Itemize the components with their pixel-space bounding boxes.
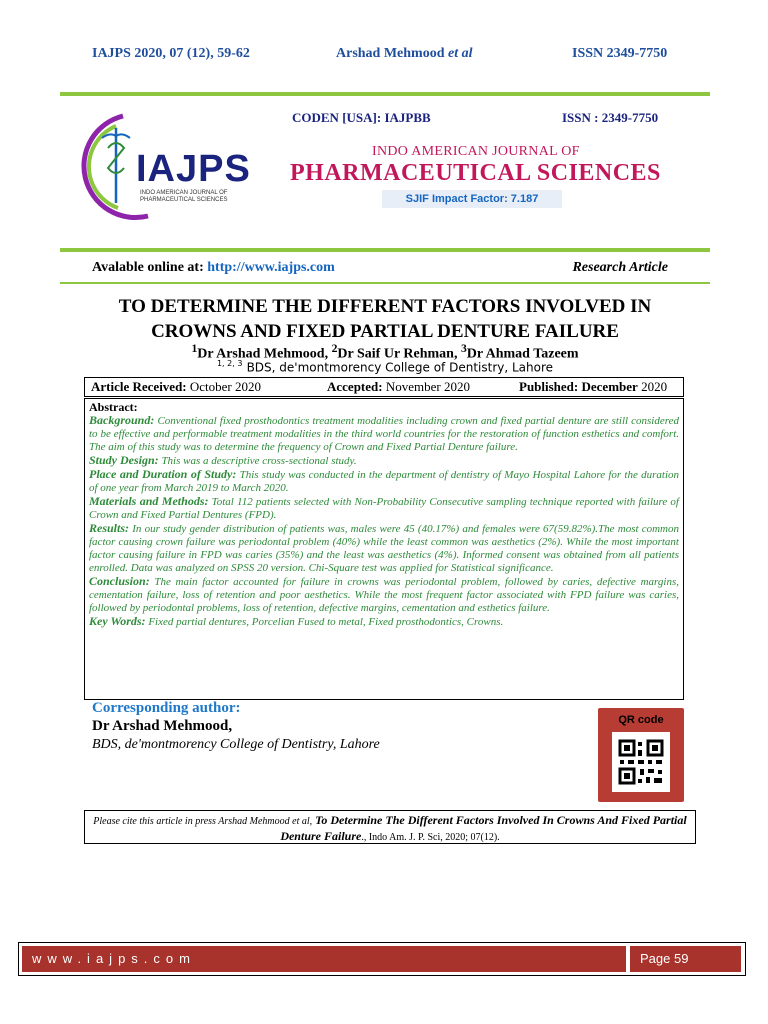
availability-label: Avalable online at: [92, 260, 204, 275]
running-author-suffix: et al [448, 46, 473, 61]
received-label: Article Received: [91, 379, 187, 394]
author-1-sup: 1 [191, 342, 198, 355]
journal-name-line1: INDO AMERICAN JOURNAL OF [372, 144, 580, 159]
logo-wordmark: IAJPS [136, 148, 251, 190]
citation-box [84, 810, 696, 844]
abstract-place-duration [89, 468, 679, 495]
journal-name-line2: PHARMACEUTICAL SCIENCES [290, 160, 661, 186]
abstract-text: Fixed partial dentures, Porcelian Fused to metal, Fixed prosthodontics, Crowns. [148, 616, 504, 628]
abstract-label: Results: [89, 521, 130, 535]
qr-code-icon[interactable] [612, 732, 670, 792]
running-author-name: Arshad Mehmood [336, 46, 445, 61]
abstract-results [89, 522, 679, 575]
title-rule [60, 282, 710, 284]
abstract-study-design [89, 454, 679, 468]
article-dates [84, 377, 684, 397]
page-footer [18, 942, 746, 976]
affiliation-text: BDS, de'montmorency College of Dentistry, Lahore [246, 360, 554, 375]
header-rule [60, 92, 710, 96]
affiliation-sup: 1, 2, 3 [216, 359, 243, 368]
article-title: TO DETERMINE THE DIFFERENT FACTORS INVOLVED IN CROWNS AND FIXED PARTIAL DENTURE FAILURE [118, 296, 652, 342]
journal-url-link[interactable]: http://www.iajps.com [207, 260, 335, 275]
abstract-label: Background: [89, 413, 155, 427]
abstract-conclusion [89, 575, 679, 615]
coden: CODEN [USA]: IAJPBB [292, 110, 431, 125]
citation-title: To Determine The Different Factors Involved In Crowns And Fixed Partial Denture Failure [280, 813, 687, 843]
qr-label: QR code [618, 714, 664, 726]
accepted-label: Accepted: [327, 379, 383, 394]
abstract-label: Key Words: [89, 614, 146, 628]
citation-suffix: ., Indo Am. J. P. Sci, 2020; 07(12). [361, 832, 500, 843]
impact-factor: SJIF Impact Factor: 7.187 [382, 190, 562, 208]
published-month: December [581, 379, 638, 394]
abstract-box [84, 398, 684, 700]
corresponding-affiliation: BDS, de'montmorency College of Dentistry, Lahore [92, 737, 380, 752]
author-3-sup: 3 [460, 342, 467, 355]
abstract-label: Conclusion: [89, 574, 150, 588]
corresponding-name: Dr Arshad Mehmood, [92, 718, 233, 734]
abstract-methods [89, 495, 679, 522]
article-type: Research Article [572, 260, 668, 275]
accepted-date [327, 378, 470, 396]
abstract-background [89, 414, 679, 454]
published-date [519, 378, 667, 396]
author-2-sup: 2 [331, 342, 338, 355]
footer-website[interactable]: www.iajps.com [22, 946, 626, 972]
author-1-name: Dr Arshad Mehmood, [197, 346, 332, 362]
abstract-label: Study Design: [89, 453, 159, 467]
masthead-rule [60, 248, 710, 252]
corresponding-heading: Corresponding author: [92, 700, 241, 716]
abstract-text: The main factor accounted for failure in crowns was periodontal problem, followed by caries, defective margins, cementation failure, loss of retention and poor aesthetics. While the most frequent factor associated with FPD failure was caries, followed by periodontal problems, loss of retention, defective margins, cementation and esthetics failure. [89, 576, 680, 614]
logo-subtext: INDO AMERICAN JOURNAL OF PHARMACEUTICAL SCIENCES [140, 190, 228, 203]
abstract-text: Total 112 patients selected with Non-Probability Consecutive sampling technique reported with failure of Crown and Fixed Partial Dentures (FPD). [89, 496, 679, 521]
footer-page-number: Page 59 [630, 946, 741, 972]
citation-prefix: Please cite this article in press Arshad Mehmood et al, [93, 816, 313, 827]
abstract-text: This study was conducted in the department of dentistry of Mayo Hospital Lahore for the duration of one year from March 2019 to March 2020. [89, 469, 679, 494]
running-issn: ISSN 2349-7750 [572, 46, 668, 61]
author-2-name: Dr Saif Ur Rehman, [337, 346, 461, 362]
running-citation: IAJPS 2020, 07 (12), 59-62 [92, 46, 250, 61]
accepted-value: November 2020 [385, 379, 470, 394]
qr-code-graphic [612, 732, 670, 792]
author-3-name: Dr Ahmad Tazeem [466, 346, 579, 362]
abstract-heading: Abstract: [89, 400, 138, 414]
abstract-label: Materials and Methods: [89, 494, 209, 508]
abstract-text: In our study gender distribution of patients was, males were 45 (40.17%) and females were 67(59.82%).The most common factor causing crown failure was periodontal problem (40%) while the least common was aesthetics (2%). While the most important factor causing failure in FPD was caries (35%) and the least was aesthetics (4%). Informed consent was obtained from all patients enrolled. Data was analyzed on SPSS 20 version. Chi-Square test was applied for Statistical significance. [89, 523, 680, 574]
abstract-label: Place and Duration of Study: [89, 467, 237, 481]
availability-line [92, 260, 335, 276]
received-value: October 2020 [189, 379, 262, 394]
qr-panel [598, 708, 684, 802]
abstract-text: Conventional fixed prosthodontics treatment modalities including crown and fixed partial denture are still considered to be effective and performable treatment modalities in the third world countries for the restoration of function esthetics and comfort. The aim of this study was to determine the frequency of Crown and Fixed Partial Denture failure. [89, 415, 680, 453]
abstract-text: This was a descriptive cross-sectional study. [161, 455, 357, 467]
published-year: 2020 [641, 379, 668, 394]
affiliation [90, 359, 680, 375]
published-label: Published: [519, 379, 579, 394]
running-author [336, 46, 473, 62]
abstract-keywords [89, 615, 679, 629]
received-date [91, 378, 261, 396]
journal-logo [78, 108, 268, 226]
masthead-issn: ISSN : 2349-7750 [562, 110, 659, 125]
